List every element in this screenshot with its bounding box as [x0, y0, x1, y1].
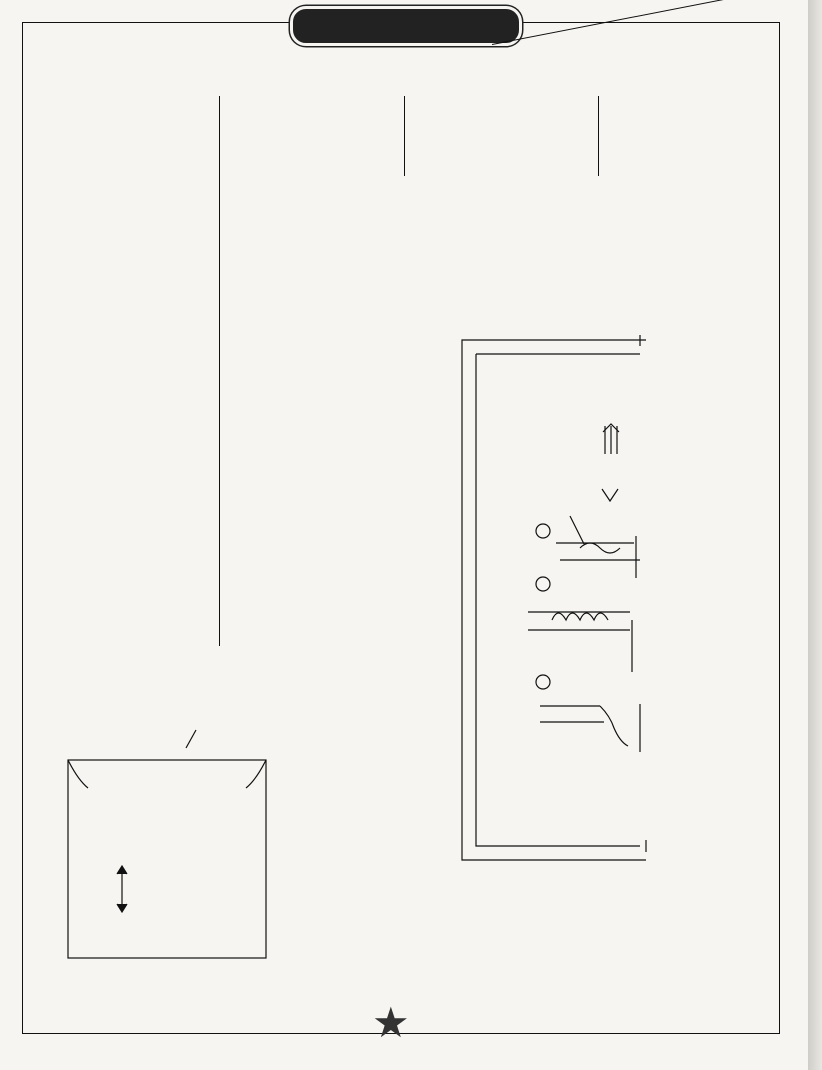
hanky-schematic [68, 730, 266, 958]
cluster-symbol-icon [603, 424, 619, 454]
fabric-edge [462, 335, 646, 860]
step-3-drawing [536, 675, 640, 752]
page-gutter [808, 0, 822, 1070]
three-sc-symbol-icon [602, 489, 618, 501]
step-2-drawing [528, 577, 632, 672]
step-1-drawing [536, 516, 640, 578]
star-icon: ★ [372, 1001, 410, 1047]
